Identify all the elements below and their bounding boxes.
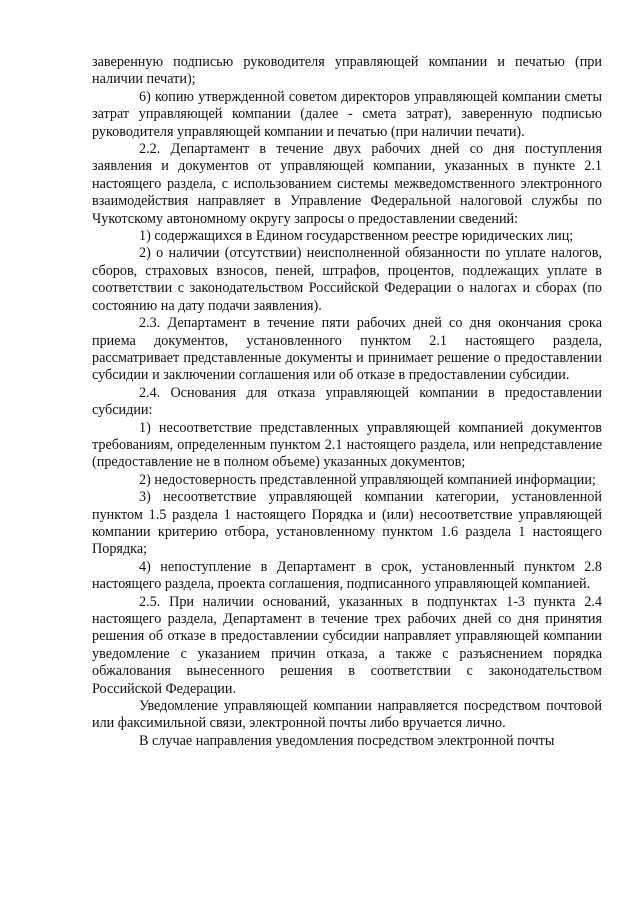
paragraph-2-4-item-4: 4) непоступление в Департамент в срок, установленный пунктом 2.8 настоящего раздела, проекта соглашения, подписанного управляющей компанией. [92, 558, 602, 593]
paragraph-2-2-item-2: 2) о наличии (отсутствии) неисполненной обязанности по уплате налогов, сборов, страховых взносов, пеней, штрафов, процентов, подлежащих уплате в соответствии с законодательством Российской Федерации о налогах и сборах (по состоянию на дату подачи заявления). [92, 245, 602, 314]
document-page [92, 54, 602, 750]
paragraph-2-4-item-2: 2) недостоверность представленной управляющей компанией информации; [139, 471, 596, 488]
paragraph-notification-delivery: Уведомление управляющей компании направляется посредством почтовой или факсимильной связи, электронной почты либо вручается лично. [92, 698, 602, 732]
paragraph-2-4-item-3: 3) несоответствие управляющей компании категории, установленной пунктом 1.5 раздела 1 настоящего Порядка и (или) несоответствие управляющей компании критерию отбора, установленному пунктом 1.6 раздела 1 настоящего Порядка; [92, 489, 602, 558]
paragraph-continuation: заверенную подписью руководителя управляющей компании и печатью (при наличии печати); [92, 54, 602, 88]
paragraph-2-4-item-1: 1) несоответствие представленных управляющей компанией документов требованиям, определенным пунктом 2.1 настоящего раздела, или непредставление (предоставление не в полном объеме) указанных документов; [92, 419, 602, 471]
paragraph-2-4: 2.4. Основания для отказа управляющей компании в предоставлении субсидии: [92, 384, 602, 419]
paragraph-email-notification: В случае направления уведомления посредством электронной почты [139, 732, 555, 749]
paragraph-item-6: 6) копию утвержденной советом директоров управляющей компании сметы затрат управляющей компании (далее - смета затрат), заверенную подписью руководителя управляющей компании и печатью (при наличии печати). [92, 88, 602, 140]
paragraph-2-2-item-1: 1) содержащихся в Едином государственном реестре юридических лиц; [139, 228, 574, 245]
paragraph-2-3: 2.3. Департамент в течение пяти рабочих дней со дня окончания срока приема документов, установленного пунктом 2.1 настоящего раздела, рассматривает представленные документы и принимает решение о предоставлении субсидии и заключении соглашения или об отказе в предоставлении субсидии. [92, 315, 602, 384]
paragraph-2-5: 2.5. При наличии оснований, указанных в подпунктах 1-3 пункта 2.4 настоящего раздела, Департамент в течение трех рабочих дней со дня принятия решения об отказе в предоставлении субсидии направляет управляющей компании уведомление с указанием причин отказа, а также с разъяснением порядка обжалования вынесенного решения в соответствии с законодательством Российской Федерации. [92, 593, 602, 697]
paragraph-2-2: 2.2. Департамент в течение двух рабочих дней со дня поступления заявления и документов от управляющей компании, указанных в пункте 2.1 настоящего раздела, с использованием системы межведомственного электронного взаимодействия направляет в Управление Федеральной налоговой службы по Чукотскому автономному округу запросы о предоставлении сведений: [92, 141, 602, 227]
